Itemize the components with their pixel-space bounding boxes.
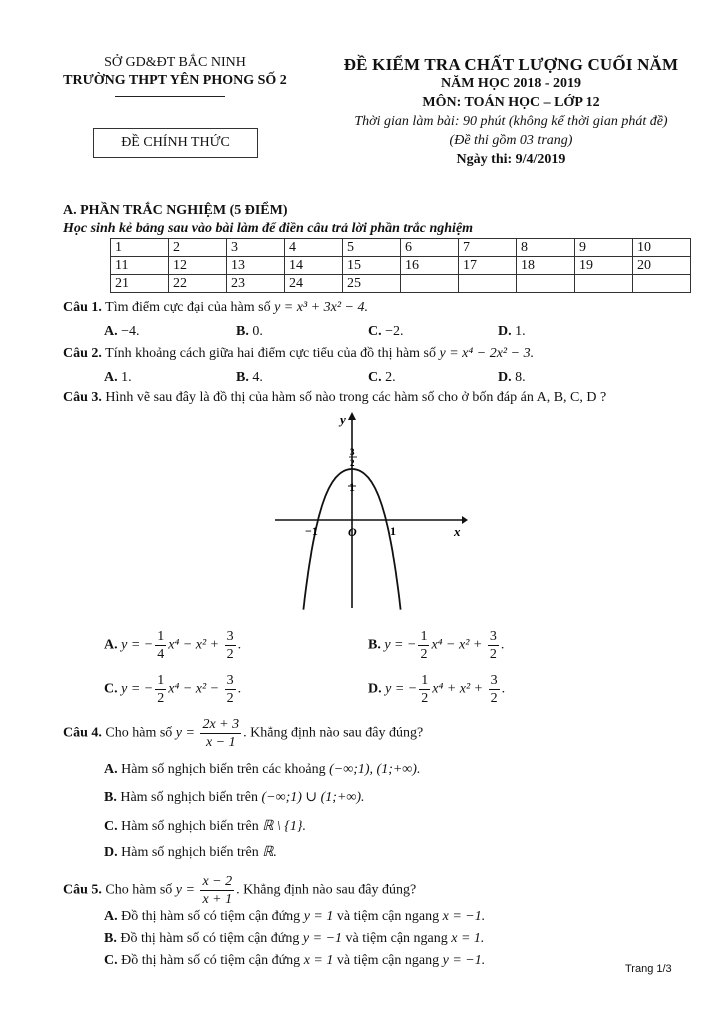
answer-table-cell: 1 [111, 239, 169, 257]
tick-label-minus-one: −1 [305, 524, 318, 538]
question-number: Câu 3. [63, 390, 102, 405]
answer-table-row [111, 275, 691, 293]
dept-name: SỞ GD&ĐT BẮC NINH [104, 55, 246, 70]
q3-option-d: D. y = − $\frac{1}{2}$ x⁴ + x² + $\frac{3}{2}$ . [368, 673, 506, 706]
tick-label-x-one: 1 [390, 524, 396, 538]
answer-table-cell: 7 [459, 239, 517, 257]
question-formula: y = x³ + 3x² − 4. [274, 300, 368, 315]
function-graph [270, 408, 470, 614]
q4-option-d: D. Hàm số nghịch biến trên ℝ. [104, 845, 277, 860]
q2-option-c: C. 2. [368, 370, 396, 385]
question-3 [63, 388, 606, 408]
answer-table-cell: 4 [285, 239, 343, 257]
x-axis-label: x [454, 524, 461, 539]
question-number: Câu 4. [63, 725, 102, 741]
table-intro: Học sinh kẻ bảng sau vào bài làm để điền câu trả lời phần trắc nghiệm [63, 221, 474, 236]
header-right [325, 55, 697, 169]
answer-table-cell: 5 [343, 239, 401, 257]
answer-table-cell: 12 [169, 257, 227, 275]
y-axis-label: y [340, 412, 346, 427]
question-1 [63, 298, 368, 318]
q4-option-b: B. Hàm số nghịch biến trên (−∞;1) ∪ (1;+∞). [104, 790, 365, 805]
question-text: Hình vẽ sau đây là đồ thị của hàm số nào trong các hàm số cho ở bốn đáp án A, B, C, D ? [105, 390, 607, 405]
school-name: TRƯỜNG THPT YÊN PHONG SỐ 2 [63, 73, 287, 88]
school-year: NĂM HỌC 2018 - 2019 [441, 76, 581, 91]
q5-option-c: C. Đồ thị hàm số có tiệm cận đứng x = 1 và tiệm cận ngang y = −1. [104, 953, 486, 968]
tick-label-three: 3 [350, 447, 355, 457]
tick-label-one: 1 [349, 480, 355, 494]
answer-table-cell: 15 [343, 257, 401, 275]
answer-table-cell [517, 275, 575, 293]
answer-table-cell [401, 275, 459, 293]
question-formula: y = x⁴ − 2x² − 3. [439, 346, 535, 361]
answer-table-cell: 13 [227, 257, 285, 275]
answer-table-cell: 23 [227, 275, 285, 293]
q1-option-b: B. 0. [236, 324, 263, 339]
answer-table-cell: 3 [227, 239, 285, 257]
header-rule [115, 96, 225, 97]
q1-option-c: C. −2. [368, 324, 404, 339]
answer-table-cell: 2 [169, 239, 227, 257]
tick-label-two: 2 [350, 458, 355, 468]
question-number: Câu 1. [63, 300, 102, 315]
question-text: Cho hàm số [105, 882, 176, 898]
y-axis-arrow [348, 412, 356, 420]
answer-table-cell [633, 275, 691, 293]
official-badge: ĐỀ CHÍNH THỨC [93, 128, 258, 158]
q3-option-c: C. y = − $\frac{1}{2}$ x⁴ − x² − $\frac{3}{2}$ . [104, 673, 242, 706]
answer-table-cell: 24 [285, 275, 343, 293]
q3-option-b: B. y = − $\frac{1}{2}$ x⁴ − x² + $\frac{3}{2}$ . [368, 629, 505, 662]
question-2 [63, 344, 534, 364]
answer-table-cell: 10 [633, 239, 691, 257]
question-text: Tìm điểm cực đại của hàm số [105, 300, 275, 315]
exam-title: ĐỀ KIỂM TRA CHẤT LƯỢNG CUỐI NĂM [343, 55, 679, 74]
question-number: Câu 5. [63, 882, 102, 898]
q2-option-b: B. 4. [236, 370, 263, 385]
answer-table-cell: 16 [401, 257, 459, 275]
q4-option-c: C. Hàm số nghịch biến trên ℝ \ {1}. [104, 819, 306, 834]
answer-table-cell: 6 [401, 239, 459, 257]
page-number: Trang 1/3 [625, 963, 672, 975]
answer-table-cell: 19 [575, 257, 633, 275]
answer-table-cell: 9 [575, 239, 633, 257]
duration: Thời gian làm bài: 90 phút (không kể thời gian phát đề) [354, 114, 668, 129]
q2-option-d: D. 8. [498, 370, 526, 385]
header-left [40, 54, 310, 90]
answer-table-cell: 14 [285, 257, 343, 275]
answer-table-cell: 8 [517, 239, 575, 257]
question-number: Câu 2. [63, 346, 102, 361]
answer-table-cell [459, 275, 517, 293]
exam-date: Ngày thi: 9/4/2019 [456, 152, 566, 167]
origin-label: O [348, 525, 357, 539]
answer-table-row [111, 257, 691, 275]
answer-table-cell: 11 [111, 257, 169, 275]
answer-table-cell: 22 [169, 275, 227, 293]
section-a-title: A. PHẦN TRẮC NGHIỆM (5 ĐIỂM) [63, 203, 288, 218]
q1-option-a: A. −4. [104, 324, 140, 339]
answer-table-cell: 25 [343, 275, 401, 293]
answer-table-cell: 20 [633, 257, 691, 275]
question-5: Câu 5. Cho hàm số y = $\frac{x - 2}{x + 1}$ . Khẳng định nào sau đây đúng? [63, 874, 417, 907]
subject: MÔN: TOÁN HỌC – LỚP 12 [422, 95, 600, 110]
question-text: Cho hàm số [105, 725, 176, 741]
answer-table-cell [575, 275, 633, 293]
q3-option-a: A. y = − $\frac{1}{4}$ x⁴ − x² + $\frac{3}{2}$ . [104, 629, 242, 662]
question-text: Tính khoảng cách giữa hai điểm cực tiểu của đồ thị hàm số [105, 346, 440, 361]
answer-table-row [111, 239, 691, 257]
pages-note: (Đề thi gồm 03 trang) [449, 133, 573, 148]
q5-option-b: B. Đồ thị hàm số có tiệm cận đứng y = −1 và tiệm cận ngang x = 1. [104, 931, 485, 946]
answer-table-cell: 17 [459, 257, 517, 275]
answer-table-cell: 21 [111, 275, 169, 293]
q1-option-d: D. 1. [498, 324, 526, 339]
q2-option-a: A. 1. [104, 370, 132, 385]
q4-option-a: A. Hàm số nghịch biến trên các khoảng (−∞;1), (1;+∞). [104, 762, 421, 777]
q5-option-a: A. Đồ thị hàm số có tiệm cận đứng y = 1 và tiệm cận ngang x = −1. [104, 909, 486, 924]
question-4: Câu 4. Cho hàm số y = $\frac{2x + 3}{x - 1}$ . Khẳng định nào sau đây đúng? [63, 717, 424, 750]
answer-table [110, 238, 691, 293]
answer-table-cell: 18 [517, 257, 575, 275]
x-axis-arrow [462, 516, 468, 524]
